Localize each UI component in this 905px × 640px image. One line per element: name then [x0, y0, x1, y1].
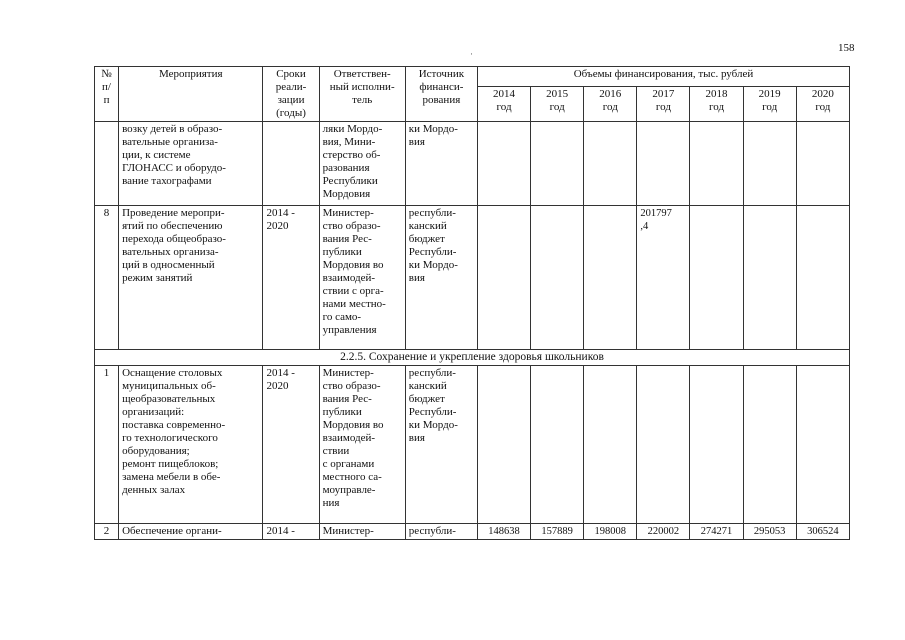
row-terms: 2014 - 2020 — [263, 206, 319, 350]
row-event: Оснащение столовых муниципальных об- щеобразовательных организаций: поставка современно- го технологического оборудования; ремонт пищеблоков; замена мебели в обе- денных залах — [119, 366, 263, 524]
row-value — [743, 206, 796, 350]
row-value: 157889 — [531, 524, 584, 540]
header-num: № п/ п — [95, 67, 119, 122]
table-row — [95, 366, 850, 524]
header-year: 2017 год — [637, 86, 690, 121]
row-event: Обеспечение органи- — [119, 524, 263, 540]
row-value — [690, 122, 743, 206]
row-responsible: ляки Мордо- вия, Мини- стерство об- разования Республики Мордовия — [319, 122, 405, 206]
row-event: Проведение меропри- ятий по обеспечению перехода общеобразо- вательных организа- ций в односменный режим занятий — [119, 206, 263, 350]
row-value — [690, 206, 743, 350]
row-value — [477, 366, 530, 524]
row-source: республи- — [405, 524, 477, 540]
row-value: 198008 — [584, 524, 637, 540]
header-year: 2020 год — [796, 86, 849, 121]
row-responsible: Министер- ство образо- вания Рес- публики Мордовия во взаимодей- ствии с органами местного са- моуправле- ния — [319, 366, 405, 524]
row-responsible: Министер- — [319, 524, 405, 540]
header-event: Мероприятия — [119, 67, 263, 122]
row-value — [584, 206, 637, 350]
row-value: 295053 — [743, 524, 796, 540]
header-row — [95, 67, 850, 87]
row-num: 1 — [95, 366, 119, 524]
table-row — [95, 206, 850, 350]
row-value — [477, 122, 530, 206]
header-responsible: Ответствен- ный исполни- тель — [319, 67, 405, 122]
header-year: 2018 год — [690, 86, 743, 121]
row-value — [743, 122, 796, 206]
row-value — [690, 366, 743, 524]
row-value — [637, 122, 690, 206]
header-year: 2015 год — [531, 86, 584, 121]
row-num: 8 — [95, 206, 119, 350]
header-year: 2019 год — [743, 86, 796, 121]
row-value — [796, 206, 849, 350]
row-responsible: Министер- ство образо- вания Рес- публики Мордовия во взаимодей- ствии с орга- нами местно- го само- управления — [319, 206, 405, 350]
header-terms: Сроки реали- зации (годы) — [263, 67, 319, 122]
header-year: 2016 год — [584, 86, 637, 121]
row-value — [531, 366, 584, 524]
row-value: 220002 — [637, 524, 690, 540]
row-value — [477, 206, 530, 350]
header-year: 2014 год — [477, 86, 530, 121]
row-value — [584, 122, 637, 206]
row-num: 2 — [95, 524, 119, 540]
row-terms: 2014 - — [263, 524, 319, 540]
table-row — [95, 122, 850, 206]
section-row — [95, 350, 850, 366]
row-event: возку детей в образо- вательные организа- ции, к системе ГЛОНАСС и оборудо- вание тахографами — [119, 122, 263, 206]
row-terms: 2014 - 2020 — [263, 366, 319, 524]
section-title: 2.2.5. Сохранение и укрепление здоровья школьников — [95, 350, 850, 366]
row-source: республи- канский бюджет Республи- ки Мордо- вия — [405, 206, 477, 350]
table-row — [95, 524, 850, 540]
row-num — [95, 122, 119, 206]
row-value — [796, 366, 849, 524]
row-value — [743, 366, 796, 524]
header-funding: Объемы финансирования, тыс. рублей — [477, 67, 849, 87]
header-source: Источник финанси- рования — [405, 67, 477, 122]
scan-artifact: · — [470, 49, 473, 59]
row-value — [531, 122, 584, 206]
row-value — [796, 122, 849, 206]
page-number: 158 — [838, 42, 855, 54]
row-value — [531, 206, 584, 350]
row-value: 201797 ,4 — [637, 206, 690, 350]
row-value — [637, 366, 690, 524]
row-value — [584, 366, 637, 524]
row-terms — [263, 122, 319, 206]
funding-table — [94, 66, 850, 540]
row-source: республи- канский бюджет Республи- ки Мордо- вия — [405, 366, 477, 524]
row-value: 148638 — [477, 524, 530, 540]
row-value: 274271 — [690, 524, 743, 540]
row-value: 306524 — [796, 524, 849, 540]
row-source: ки Мордо- вия — [405, 122, 477, 206]
